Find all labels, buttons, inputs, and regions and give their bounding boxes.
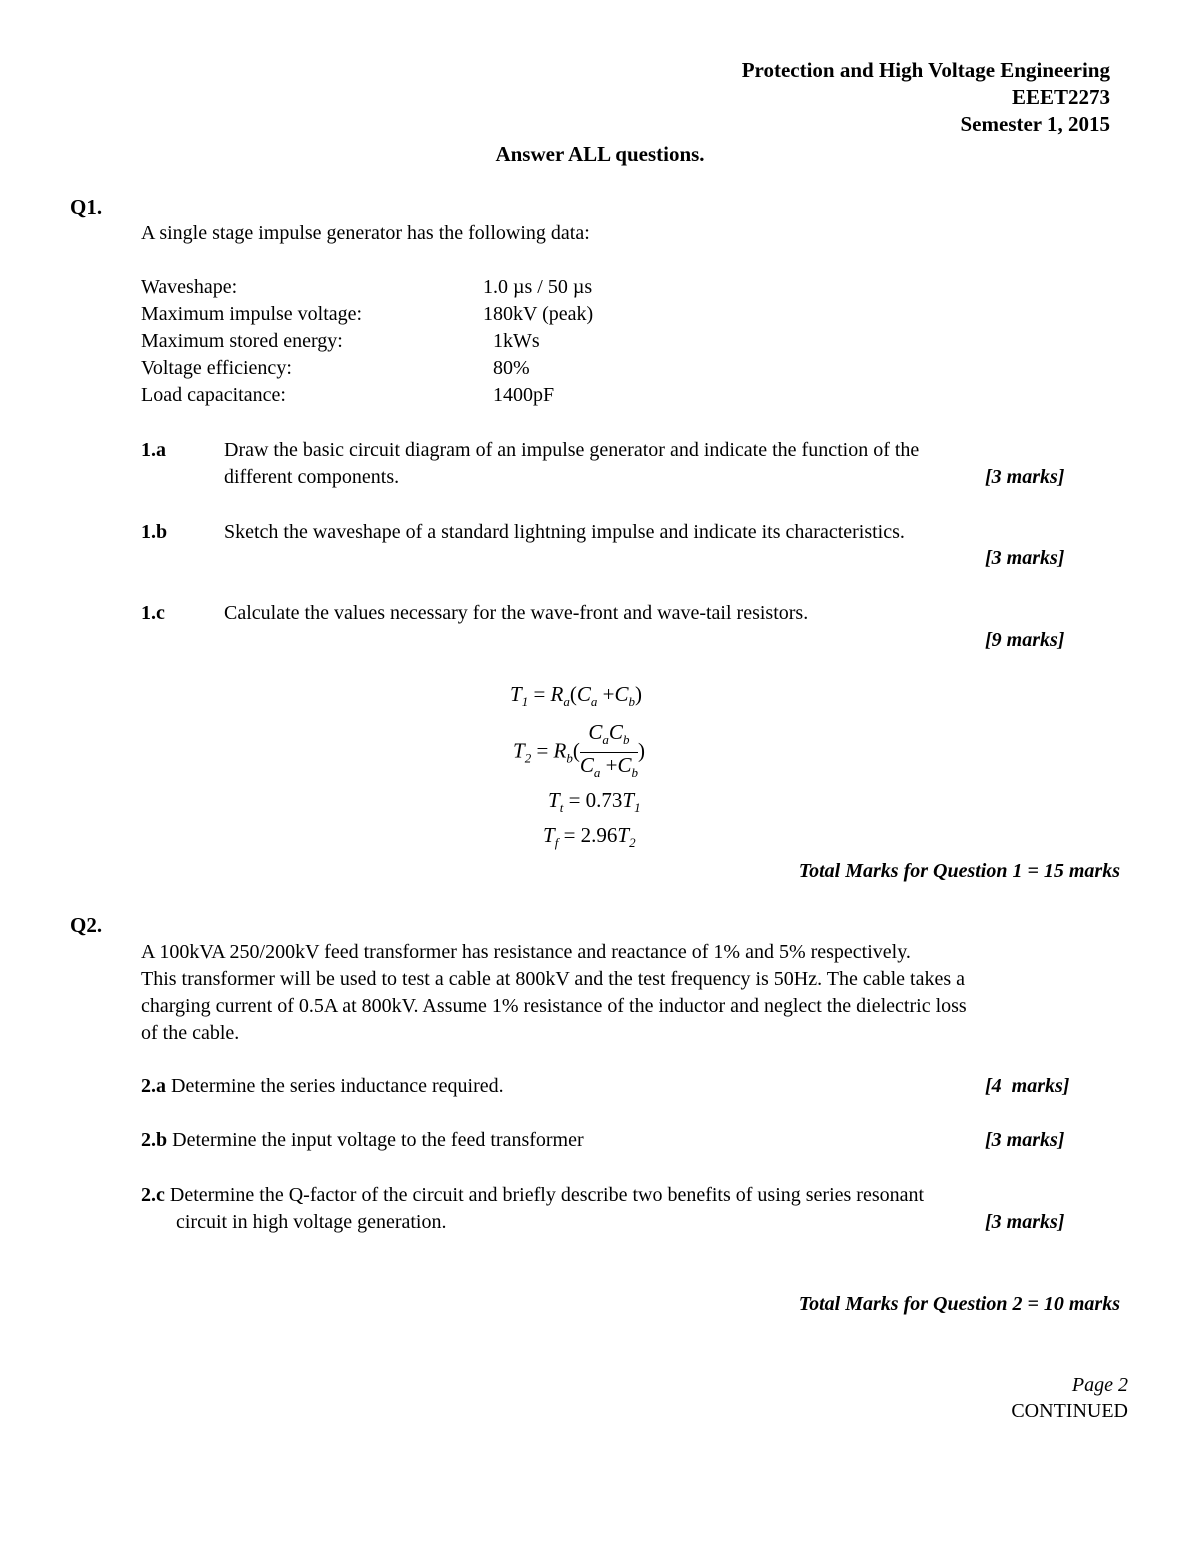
part-marks: [3 marks] (985, 1211, 1065, 1233)
equation-t1: $T_1 = R_a(C_a +C_b)$ (510, 682, 642, 709)
data-value: 1.0 µs / 50 µs (483, 276, 593, 298)
equation-t2: $T_2 = R_b$( $\frac{C_aC_b}{C_a +C_b}$ ) (513, 720, 645, 780)
part-text: Determine the input voltage to the feed transformer (167, 1129, 584, 1151)
part-label: 2.a (141, 1075, 166, 1097)
q2-total: Total Marks for Question 2 = 10 marks (798, 1293, 1120, 1315)
part-marks: [3 marks] (985, 1129, 1065, 1151)
part-marks: [9 marks] (985, 629, 1065, 651)
part-text: Sketch the waveshape of a standard lightning impulse and indicate its characteristics. (224, 521, 905, 543)
part-row (141, 1182, 924, 1209)
course-title: Protection and High Voltage Engineering (741, 58, 1110, 82)
part-text: Draw the basic circuit diagram of an impulse generator and indicate the function of the (224, 439, 920, 461)
part-text: Determine the Q-factor of the circuit and briefly describe two benefits of using series resonant (164, 1184, 925, 1206)
part-row (141, 1127, 584, 1154)
part-label: 1.c (141, 602, 165, 624)
q2-intro-line: A 100kVA 250/200kV feed transformer has resistance and reactance of 1% and 5% respectively. (141, 941, 911, 963)
q2-intro-line: of the cable. (141, 1022, 240, 1044)
q1-label: Q1. (70, 195, 103, 219)
data-key: Maximum impulse voltage: (141, 303, 363, 325)
part-text: Determine the series inductance required. (166, 1075, 504, 1097)
data-key: Maximum stored energy: (141, 330, 343, 352)
data-value: 180kV (peak) (483, 303, 594, 325)
data-value: 1kWs (493, 330, 540, 352)
part-row (141, 1073, 504, 1100)
semester: Semester 1, 2015 (960, 112, 1110, 136)
part-text: different components. (224, 466, 400, 488)
q1-intro: A single stage impulse generator has the following data: (141, 222, 590, 244)
part-label: 2.b (141, 1129, 168, 1151)
q1-total: Total Marks for Question 1 = 15 marks (798, 860, 1120, 882)
continued-label: CONTINUED (1011, 1400, 1128, 1422)
part-label: 2.c (141, 1184, 165, 1206)
data-key: Waveshape: (141, 276, 238, 298)
equation-tt: $T_t = 0.73T_1$ (548, 788, 641, 815)
part-marks: [4 marks] (985, 1075, 1070, 1097)
equation-tf: $T_f = 2.96T_2$ (543, 823, 636, 850)
course-code: EEET2273 (1011, 85, 1110, 109)
part-marks: [3 marks] (985, 547, 1065, 569)
part-text: Calculate the values necessary for the wave-front and wave-tail resistors. (224, 602, 809, 624)
part-marks: [3 marks] (985, 466, 1065, 488)
data-value: 80% (493, 357, 530, 379)
part-label: 1.a (141, 439, 166, 461)
part-label: 1.b (141, 521, 168, 543)
q2-intro-line: charging current of 0.5A at 800kV. Assume 1% resistance of the inductor and neglect the dielectric loss (141, 995, 967, 1017)
data-key: Load capacitance: (141, 384, 286, 406)
data-key: Voltage efficiency: (141, 357, 292, 379)
q2-intro-line: This transformer will be used to test a cable at 800kV and the test frequency is 50Hz. The cable takes a (141, 968, 965, 990)
instruction: Answer ALL questions. (495, 142, 705, 166)
part-text: circuit in high voltage generation. (176, 1211, 447, 1233)
q2-label: Q2. (70, 913, 103, 937)
data-value: 1400pF (493, 384, 555, 406)
page-number: Page 2 (1071, 1374, 1128, 1396)
